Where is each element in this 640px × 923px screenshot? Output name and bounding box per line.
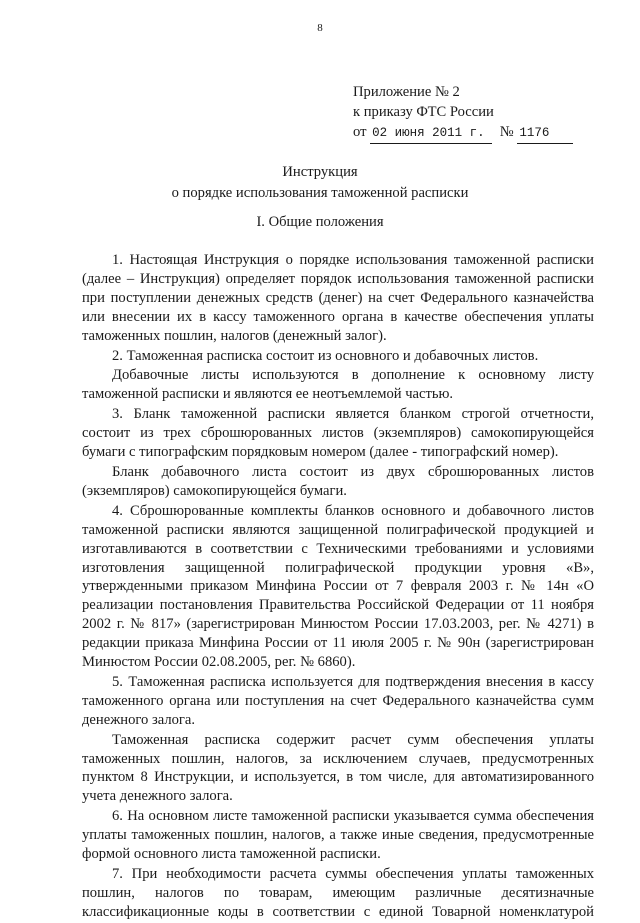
order-date: 02 июня 2011 г. (370, 123, 492, 144)
paragraph: 3. Бланк таможенной расписки является бланком строгой отчетности, состоит из трех сброшюрованных листов (экземпляров) самокопирующейся бумаги с типографским порядковым номером (далее - типографский номер). (82, 406, 594, 461)
section-heading: I. Общие положения (256, 214, 384, 230)
appendix-line1: Приложение № 2 (353, 84, 460, 100)
title-line1: Инструкция (282, 164, 358, 180)
paragraph: Добавочные листы используются в дополнение к основному листу таможенной расписки и являются ее неотъемлемой частью. (82, 367, 594, 403)
appendix-date-line (353, 122, 573, 144)
paragraph: 7. При необходимости расчета суммы обеспечения уплаты таможенных пошлин, налогов по товарам, имеющим различные десятизначные классификационные коды в соответствии с единой Товарной номенклатурой (82, 866, 594, 920)
title-line2: о порядке использования таможенной расписки (171, 185, 469, 201)
document-body (82, 251, 594, 923)
page-number: 8 (317, 22, 323, 34)
paragraph: 2. Таможенная расписка состоит из основного и добавочных листов. (112, 347, 539, 364)
document-title (0, 162, 640, 204)
paragraph: Бланк добавочного листа состоит из двух сброшюрованных листов (экземпляров) самокопирующейся бумаги. (82, 463, 594, 499)
order-number: 1176 (517, 123, 573, 144)
paragraph: 4. Сброшюрованные комплекты бланков основного и добавочного листов таможенной расписки являются защищенной полиграфической продукцией и изготавливаются в соответствии с Техническими требованиями и условиями изготовления защищенной полиграфической продукции уровня «В», утвержденными приказом Минфина России от 7 февраля 2003 г. № 14н «О реализации постановления Правительства Российской Федерации от 11 ноября 2002 г. № 817» (зарегистрирован Минюстом России 17.03.2003, рег. № 4271) в редакции приказа Минфина России от 11 июля 2005 г. № 90н (зарегистрирован Минюстом России 02.08.2005, рег. № 6860). (82, 502, 594, 671)
number-prefix: № (499, 124, 514, 140)
paragraph: 6. На основном листе таможенной расписки указывается сумма обеспечения уплаты таможенных пошлин, налогов, а также иные сведения, предусмотренные формой основного листа таможенной расписки. (82, 808, 594, 863)
paragraph: Таможенная расписка содержит расчет сумм обеспечения уплаты таможенных пошлин, налогов, за исключением случаев, предусмотренных пунктом 8 Инструкции, и используется, в том числе, для автоматизированного учета денежного залога. (82, 731, 594, 805)
appendix-line2: к приказу ФТС России (353, 104, 494, 120)
paragraph: 1. Настоящая Инструкция о порядке использования таможенной расписки (далее – Инструкция) определяет порядок использования таможенной расписки при поступлении денежных средств (денег) на счет Федерального казначейства или внесении их в кассу таможенного органа в качестве обеспечения уплаты таможенных пошлин, налогов (денежный залог). (82, 252, 594, 344)
date-prefix: от (353, 124, 367, 140)
appendix-block (353, 82, 573, 144)
paragraph: 5. Таможенная расписка используется для подтверждения внесения в кассу таможенного органа или поступления на счет Федерального казначейства сумм денежного залога. (82, 673, 594, 728)
